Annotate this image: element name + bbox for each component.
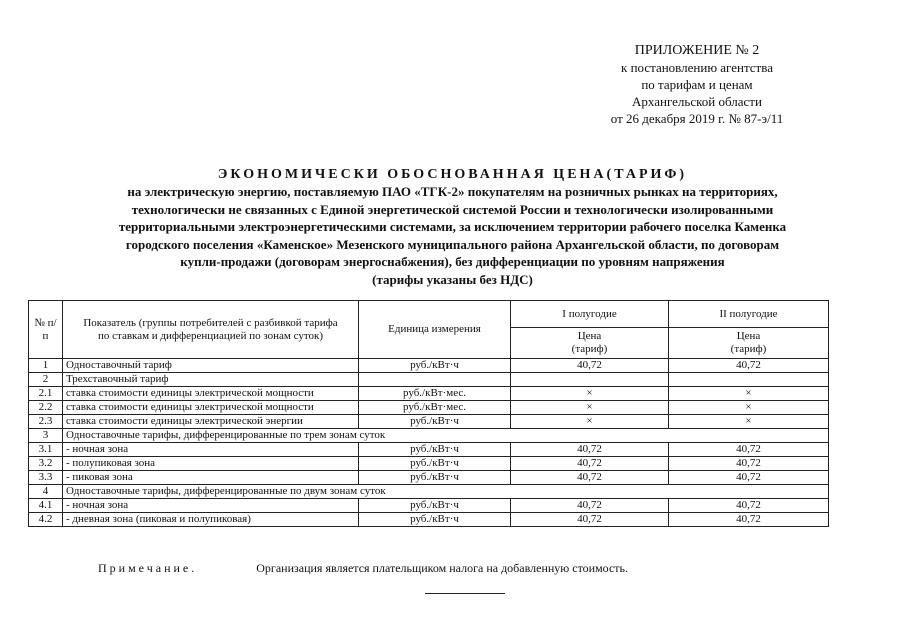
table-row (29, 457, 829, 471)
row-value-half-2: 40,72 (669, 443, 829, 457)
row-num: 3.3 (29, 471, 63, 485)
row-section-title: Одноставочные тарифы, дифференцированные по двум зонам суток (63, 485, 829, 499)
table-row (29, 429, 829, 443)
row-value-half-2 (669, 373, 829, 387)
row-name: ставка стоимости единицы электрической энергии (63, 415, 359, 429)
row-value-half-2: × (669, 401, 829, 415)
appendix-line: к постановлению агентства (621, 60, 773, 75)
row-unit (359, 373, 511, 387)
appendix-line: по тарифам и ценам (641, 77, 753, 92)
row-unit: руб./кВт·ч (359, 499, 511, 513)
appendix-title: ПРИЛОЖЕНИЕ № 2 (634, 43, 760, 58)
row-name: Одноставочный тариф (63, 359, 359, 373)
header-price-1: Цена (тариф) (511, 328, 669, 359)
row-name: - полупиковая зона (63, 457, 359, 471)
row-unit: руб./кВт·мес. (359, 387, 511, 401)
header-price-2: Цена (тариф) (669, 328, 829, 359)
row-value-half-1: 40,72 (511, 359, 669, 373)
subtitle-line: технологически не связанных с Единой энергетической системой России и технологически изолированными (131, 201, 774, 217)
footnote-label: Примечание. (98, 561, 198, 575)
row-num: 4 (29, 485, 63, 499)
row-num: 2 (29, 373, 63, 387)
footnote-text: Организация является плательщиком налога на добавленную стоимость. (256, 561, 629, 575)
row-num: 3.1 (29, 443, 63, 457)
row-unit: руб./кВт·ч (359, 457, 511, 471)
header-half-1: I полугодие (511, 301, 669, 328)
table-row (29, 499, 829, 513)
header-num: № п/п (29, 301, 63, 359)
row-name: - ночная зона (63, 443, 359, 457)
row-value-half-1: × (511, 387, 669, 401)
document-title-block (40, 166, 865, 288)
row-name: ставка стоимости единицы электрической мощности (63, 401, 359, 415)
table-row (29, 443, 829, 457)
subtitle-line: на электрическую энергию, поставляемую ПАО «ТГК-2» покупателям на розничных рынках на территориях, (127, 184, 778, 199)
row-num: 2.2 (29, 401, 63, 415)
header-half-2: II полугодие (669, 301, 829, 328)
row-name: - пиковая зона (63, 471, 359, 485)
row-unit: руб./кВт·ч (359, 359, 511, 373)
row-value-half-1: 40,72 (511, 499, 669, 513)
table-row (29, 373, 829, 387)
subtitle-line: территориальными электроэнергетическими системами, за исключением территории рабочего поселка Каменка (118, 219, 787, 234)
row-value-half-2: × (669, 415, 829, 429)
row-num: 1 (29, 359, 63, 373)
document-subtitle (40, 183, 865, 288)
tariff-table (28, 300, 829, 527)
row-num: 2.1 (29, 387, 63, 401)
row-num: 2.3 (29, 415, 63, 429)
table-row (29, 485, 829, 499)
row-value-half-1: 40,72 (511, 457, 669, 471)
table-header-row (29, 301, 829, 328)
row-num: 3.2 (29, 457, 63, 471)
row-value-half-2: × (669, 387, 829, 401)
row-num: 4.2 (29, 513, 63, 527)
row-value-half-1 (511, 373, 669, 387)
header-indicator: Показатель (группы потребителей с разбивкой тарифа по ставкам и дифференциацией по зонам суток) (63, 301, 359, 359)
row-num: 3 (29, 429, 63, 443)
footnote (98, 561, 628, 576)
document-heading: ЭКОНОМИЧЕСКИ ОБОСНОВАННАЯ ЦЕНА(ТАРИФ) (217, 167, 688, 182)
row-name: - ночная зона (63, 499, 359, 513)
table-row (29, 471, 829, 485)
subtitle-line: купли-продажи (договорам энергоснабжения), без дифференциации по уровням напряжения (180, 254, 725, 269)
appendix-block (567, 42, 827, 127)
table-row (29, 415, 829, 429)
row-unit: руб./кВт·ч (359, 513, 511, 527)
row-value-half-1: 40,72 (511, 443, 669, 457)
row-name: - дневная зона (пиковая и полупиковая) (63, 513, 359, 527)
table-row (29, 387, 829, 401)
row-value-half-2: 40,72 (669, 471, 829, 485)
row-value-half-1: × (511, 415, 669, 429)
header-unit: Единица измерения (359, 301, 511, 359)
row-value-half-2: 40,72 (669, 499, 829, 513)
row-value-half-2: 40,72 (669, 359, 829, 373)
subtitle-line: городского поселения «Каменское» Мезенского муниципального района Архангельской области, по договорам (125, 236, 780, 252)
row-num: 4.1 (29, 499, 63, 513)
row-value-half-2: 40,72 (669, 457, 829, 471)
row-value-half-1: 40,72 (511, 513, 669, 527)
subtitle-line: (тарифы указаны без НДС) (372, 271, 533, 287)
appendix-line: от 26 декабря 2019 г. № 87-э/11 (610, 111, 784, 126)
row-unit: руб./кВт·ч (359, 471, 511, 485)
table-row (29, 513, 829, 527)
row-section-title: Одноставочные тарифы, дифференцированные по трем зонам суток (63, 429, 829, 443)
row-unit: руб./кВт·мес. (359, 401, 511, 415)
row-unit: руб./кВт·ч (359, 443, 511, 457)
table-row (29, 401, 829, 415)
row-name: Трехставочный тариф (63, 373, 359, 387)
row-name: ставка стоимости единицы электрической мощности (63, 387, 359, 401)
end-divider (425, 593, 505, 594)
row-value-half-1: × (511, 401, 669, 415)
row-unit: руб./кВт·ч (359, 415, 511, 429)
row-value-half-2: 40,72 (669, 513, 829, 527)
row-value-half-1: 40,72 (511, 471, 669, 485)
appendix-line: Архангельской области (632, 94, 762, 109)
table-row (29, 359, 829, 373)
